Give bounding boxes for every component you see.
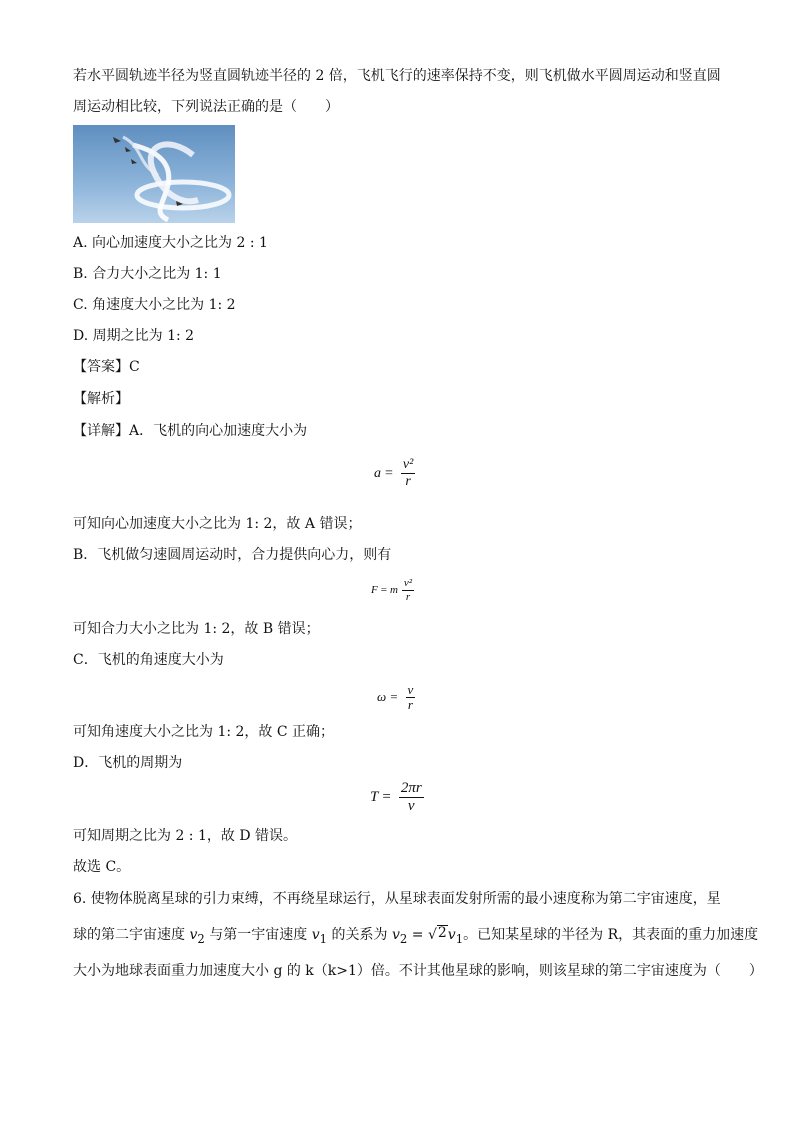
eq-w-op: = (390, 689, 398, 705)
eq-w-fraction (406, 683, 416, 712)
detail-d-intro: D．飞机的周期为 (73, 755, 183, 771)
equation-angular-velocity (377, 683, 415, 712)
eq-w-numerator: v (407, 682, 414, 697)
detail-a-intro: 【详解】A．飞机的向心加速度大小为 (73, 423, 308, 439)
eq-f-numerator: v² (403, 577, 413, 589)
q6-relation (391, 925, 464, 946)
eq-f-lhs: F (371, 584, 378, 597)
q6-rel-v-sub: 1 (455, 931, 464, 946)
equation-net-force (371, 578, 414, 603)
question-6-line-3: 大小为地球表面重力加速度大小 g 的 k（k>1）倍。不计其他星球的影响，则该星球的第二宇宙速度为（ ） (73, 963, 763, 979)
detail-b-conclusion: 可知合力大小之比为 1: 2，故 B 错误； (73, 621, 320, 637)
eq-t-lhs: T (370, 789, 379, 806)
eq-a-op: = (385, 465, 393, 481)
eq-t-denominator: v (407, 797, 415, 814)
q6-text-b: 与第一宇宙速度 (204, 927, 312, 943)
question-text-line-2: 周运动相比较，下列说法正确的是（ ） (73, 99, 339, 115)
q6-rel-lhs: v (391, 927, 400, 943)
eq-a-numerator: v² (402, 457, 414, 472)
q6-sqrt: √ 2 (427, 925, 447, 943)
eq-t-numerator: 2πr (400, 780, 422, 796)
q6-rel-lhs-sub: 2 (399, 931, 408, 946)
eq-a-lhs: a (374, 465, 381, 481)
detail-c-intro: C．飞机的角速度大小为 (73, 652, 224, 668)
q6-v2-symbol: v (189, 927, 198, 943)
analysis-label: 【解析】 (73, 391, 129, 407)
eq-t-fraction (399, 781, 424, 814)
question-text-line-1: 若水平圆轨迹半径为竖直圆轨迹半径的 2 倍，飞机飞行的速率保持不变，则飞机做水平圆周运动和竖直圆 (73, 68, 721, 84)
detail-c-conclusion: 可知角速度大小之比为 1: 2，故 C 正确； (73, 724, 335, 740)
q6-rel-eq: = (407, 927, 428, 943)
q6-v1-subscript: 1 (319, 931, 328, 946)
q6-v1-symbol: v (311, 927, 320, 943)
eq-t-op: = (382, 789, 391, 806)
q6-v2-subscript: 2 (197, 931, 205, 946)
q6-text-c: 的关系为 (327, 927, 392, 943)
detail-b-intro: B．飞机做匀速圆周运动时，合力提供向心力，则有 (73, 547, 392, 563)
eq-f-mass: m (389, 584, 398, 597)
option-b: B. 合力大小之比为 1: 1 (73, 266, 222, 282)
eq-f-op: = (380, 584, 387, 597)
detail-d-conclusion: 可知周期之比为 2 : 1，故 D 错误。 (73, 828, 298, 844)
detail-a-conclusion: 可知向心加速度大小之比为 1: 2，故 A 错误； (73, 516, 362, 532)
eq-w-denominator: r (407, 696, 413, 712)
eq-f-denominator: r (405, 590, 411, 603)
question-6-line-1: 6. 使物体脱离星球的引力束缚，不再绕星球运行，从星球表面发射所需的最小速度称为第二宇宙速度，星 (73, 891, 721, 907)
q6-sqrt-radicand: 2 (437, 925, 447, 941)
option-d: D. 周期之比为 1: 2 (73, 328, 195, 344)
equation-centripetal-acceleration (374, 458, 415, 489)
option-c: C. 角速度大小之比为 1: 2 (73, 297, 236, 313)
answer-label: 【答案】 (73, 359, 129, 375)
option-a: A. 向心加速度大小之比为 2 : 1 (73, 235, 268, 251)
eq-w-lhs: ω (377, 689, 387, 705)
q6-text-d: 。已知某星球的半径为 R，其表面的重力加速度 (463, 927, 759, 943)
question-6-line-2 (73, 925, 758, 949)
answer-line (73, 357, 140, 377)
airshow-photo (73, 125, 235, 223)
answer-value: C (129, 359, 140, 375)
eq-a-fraction (401, 458, 415, 489)
eq-f-fraction (402, 578, 414, 603)
eq-a-denominator: r (405, 473, 411, 489)
equation-period (370, 781, 424, 814)
q6-rel-v: v (447, 927, 456, 943)
q6-text-a: 球的第二宇宙速度 (73, 927, 190, 943)
choose-line: 故选 C。 (73, 859, 131, 875)
